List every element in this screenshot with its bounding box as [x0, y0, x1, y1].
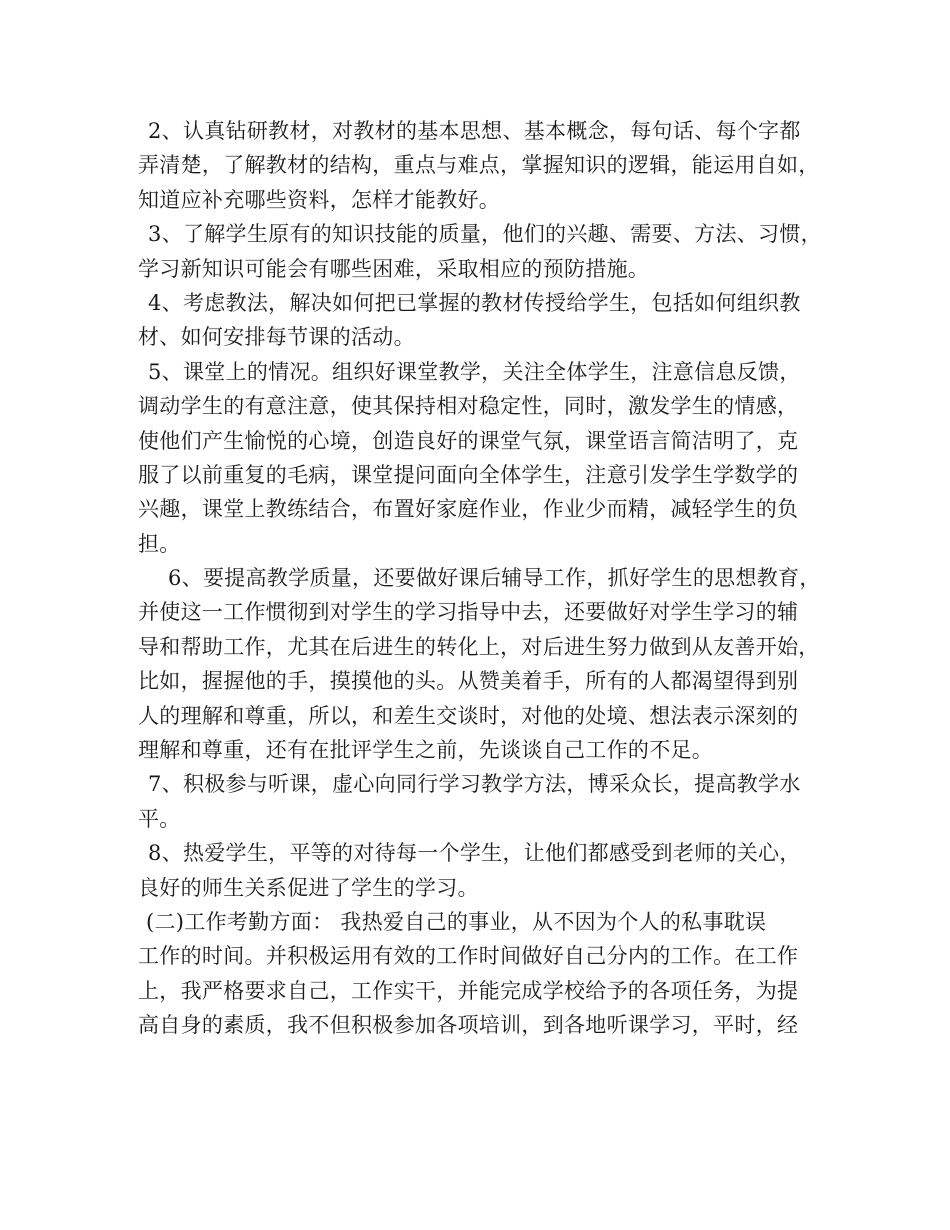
text-line: 知道应补充哪些资料，怎样才能教好。 [138, 187, 501, 212]
text-line: 人的理解和尊重，所以，和差生交谈时，对他的处境、想法表示深刻的 [138, 703, 799, 728]
text-line: 调动学生的有意注意，使其保持相对稳定性，同时，激发学生的情感， [138, 394, 799, 419]
text-line: (二)工作考勤方面： 我热爱自己的事业，从不因为个人的私事耽误 [146, 909, 767, 934]
text-line: 工作的时间。并积极运用有效的工作时间做好自己分内的工作。在工作 [138, 944, 799, 969]
text-line: 6、要提高教学质量，还要做好课后辅导工作，抓好学生的思想教育， [168, 566, 821, 591]
text-line: 担。 [138, 531, 181, 556]
text-line: 使他们产生愉悦的心境，创造良好的课堂气氛，课堂语言简洁明了，克 [138, 428, 799, 453]
text-line: 3、了解学生原有的知识技能的质量，他们的兴趣、需要、方法、习惯， [148, 222, 822, 247]
text-line: 兴趣，课堂上教练结合，布置好家庭作业，作业少而精，减轻学生的负 [138, 497, 799, 522]
text-line: 比如，握握他的手，摸摸他的头。从赞美着手，所有的人都渴望得到别 [138, 669, 799, 694]
text-line: 导和帮助工作，尤其在后进生的转化上，对后进生努力做到从友善开始， [138, 634, 820, 659]
text-line: 材、如何安排每节课的活动。 [138, 325, 415, 350]
text-line: 学习新知识可能会有哪些困难，采取相应的预防措施。 [138, 256, 650, 281]
text-line: 高自身的素质，我不但积极参加各项培训，到各地听课学习，平时，经 [138, 1013, 799, 1038]
text-line: 2、认真钻研教材，对教材的基本思想、基本概念，每句话、每个字都 [148, 119, 801, 143]
text-line: 8、热爱学生，平等的对待每一个学生，让他们都感受到老师的关心， [148, 841, 801, 866]
text-line: 5、课堂上的情况。组织好课堂教学，关注全体学生，注意信息反馈， [148, 359, 801, 384]
text-line: 7、积极参与听课，虚心向同行学习教学方法，博采众长，提高教学水 [148, 772, 801, 797]
document-body [138, 114, 828, 1043]
text-line: 4、考虑教法，解决如何把已掌握的教材传授给学生，包括如何组织教 [148, 290, 801, 315]
text-line: 上，我严格要求自己，工作实干，并能完成学校给予的各项任务，为提 [138, 978, 799, 1003]
text-line: 平。 [138, 806, 181, 831]
text-line: 并使这一工作惯彻到对学生的学习指导中去，还要做好对学生学习的辅 [138, 600, 799, 625]
text-line: 弄清楚，了解教材的结构，重点与难点，掌握知识的逻辑，能运用自如， [138, 153, 820, 178]
text-line: 理解和尊重，还有在批评学生之前，先谈谈自己工作的不足。 [138, 738, 714, 763]
text-line: 服了以前重复的毛病，课堂提问面向全体学生，注意引发学生学数学的 [138, 462, 799, 487]
text-line: 良好的师生关系促进了学生的学习。 [138, 875, 479, 900]
